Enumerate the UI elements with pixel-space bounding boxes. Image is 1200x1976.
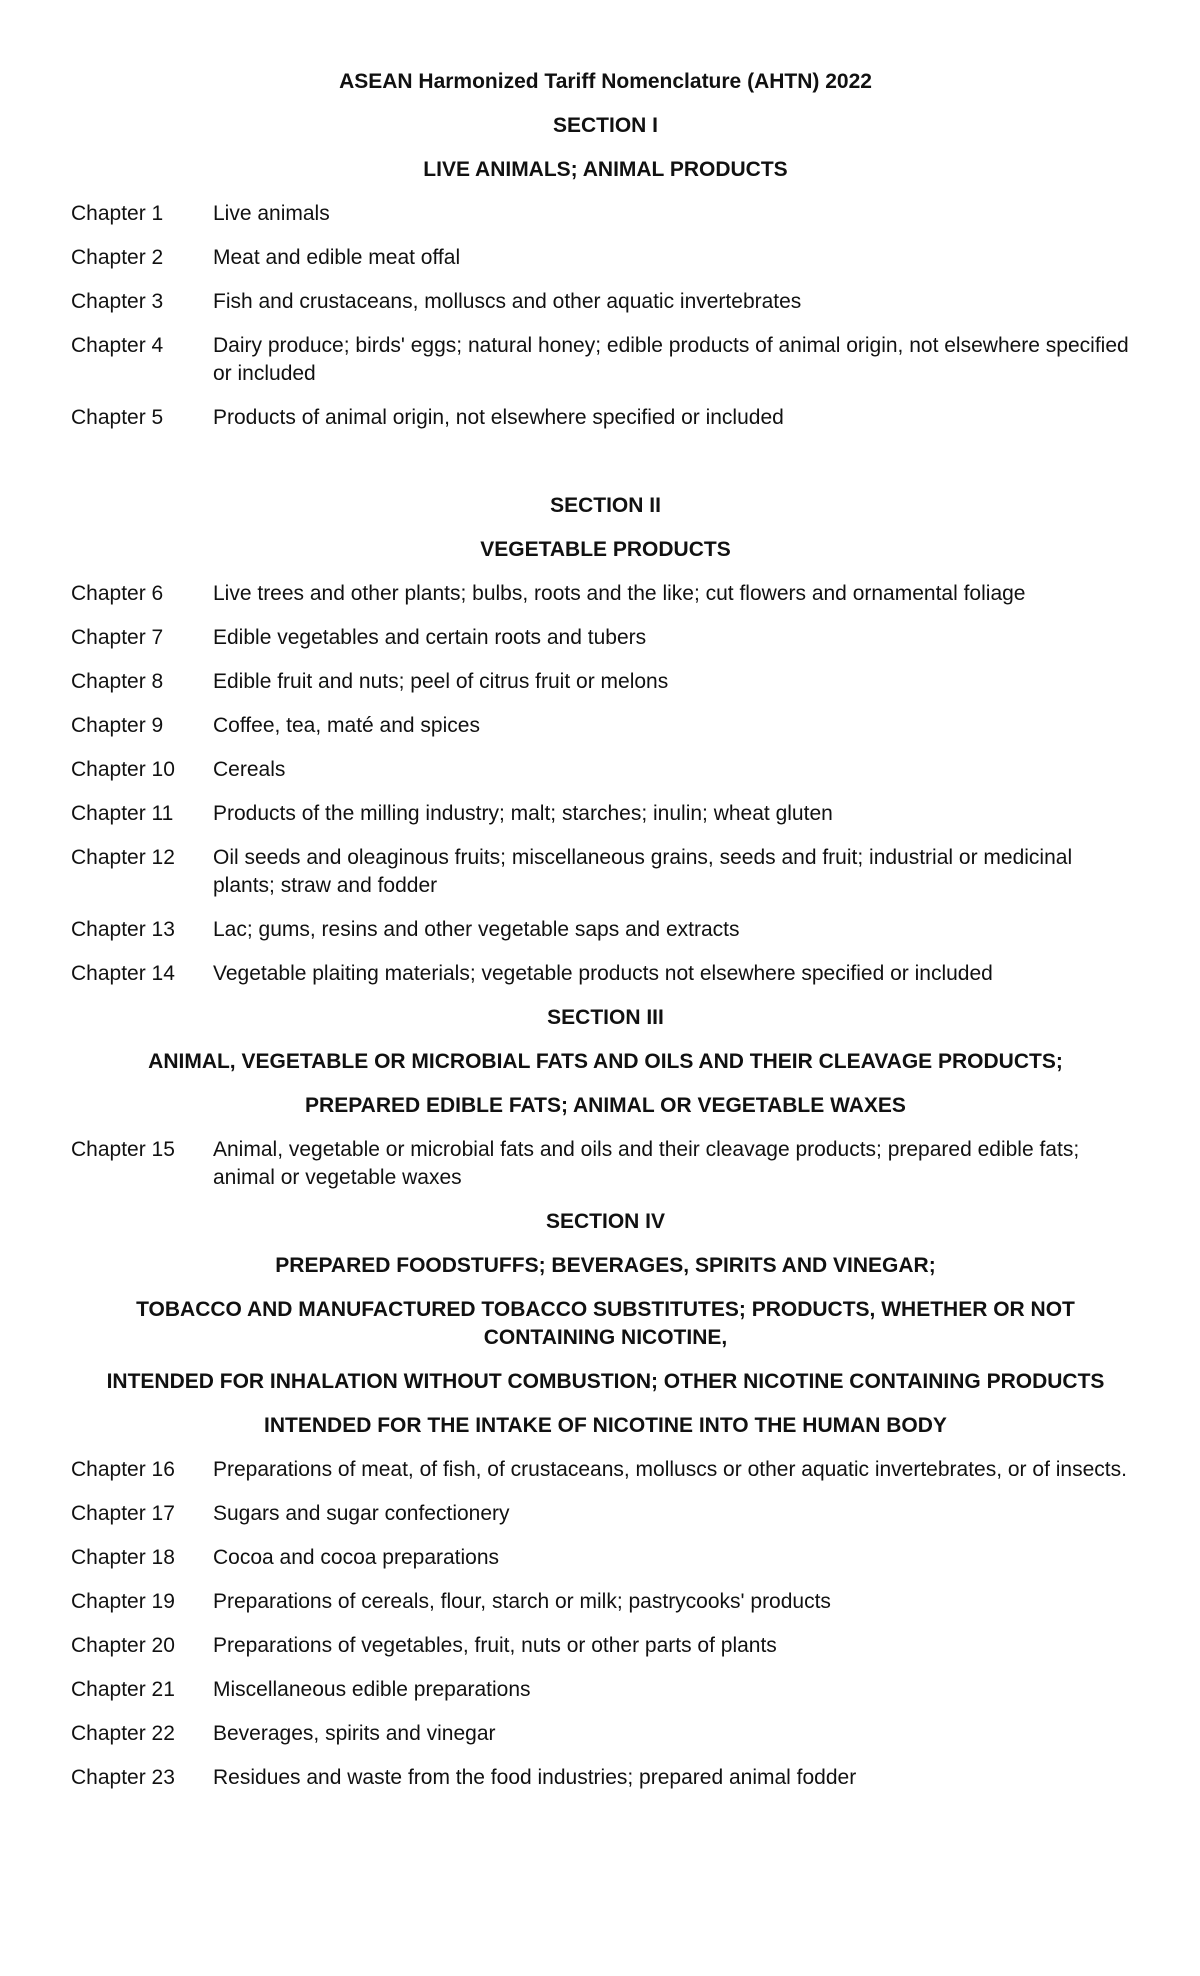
chapter-description: Dairy produce; birds' eggs; natural honey; edible products of animal origin, not elsewhere specified or included	[213, 334, 1129, 385]
chapter-row	[71, 580, 1140, 608]
chapter-row	[71, 756, 1140, 784]
section-heading: PREPARED EDIBLE FATS; ANIMAL OR VEGETABLE WAXES	[305, 1094, 906, 1117]
chapter-number: Chapter 1	[71, 202, 164, 225]
chapter-description: Lac; gums, resins and other vegetable saps and extracts	[213, 918, 740, 941]
section-3	[71, 1004, 1140, 1192]
chapter-number: Chapter 20	[71, 1634, 175, 1657]
chapter-number: Chapter 3	[71, 290, 164, 313]
chapter-number: Chapter 11	[71, 802, 174, 825]
chapter-row	[71, 1676, 1140, 1704]
chapter-description: Preparations of meat, of fish, of crustaceans, molluscs or other aquatic invertebrates, or of insects.	[213, 1458, 1127, 1481]
chapter-row	[71, 1500, 1140, 1528]
chapter-description: Products of the milling industry; malt; starches; inulin; wheat gluten	[213, 802, 833, 825]
chapter-row	[71, 624, 1140, 652]
chapter-row	[71, 1720, 1140, 1748]
chapter-description: Edible vegetables and certain roots and tubers	[213, 626, 647, 649]
chapter-description: Live trees and other plants; bulbs, roots and the like; cut flowers and ornamental foliage	[213, 582, 1026, 605]
chapter-row	[71, 288, 1140, 316]
chapter-number: Chapter 2	[71, 246, 164, 269]
chapter-description: Edible fruit and nuts; peel of citrus fruit or melons	[213, 670, 669, 693]
chapter-description: Cocoa and cocoa preparations	[213, 1546, 500, 1569]
chapter-description: Products of animal origin, not elsewhere specified or included	[213, 406, 784, 429]
section-heading: LIVE ANIMALS; ANIMAL PRODUCTS	[423, 158, 788, 181]
chapter-description: Animal, vegetable or microbial fats and oils and their cleavage products; prepared edible fats; animal or vegetable waxes	[213, 1138, 1080, 1189]
chapter-number: Chapter 14	[71, 962, 175, 985]
chapter-row	[71, 1764, 1140, 1792]
document-title: ASEAN Harmonized Tariff Nomenclature (AHTN) 2022	[339, 70, 872, 93]
chapter-number: Chapter 19	[71, 1590, 175, 1613]
chapter-description: Vegetable plaiting materials; vegetable products not elsewhere specified or included	[213, 962, 993, 985]
chapter-number: Chapter 18	[71, 1546, 175, 1569]
chapter-row	[71, 1456, 1140, 1484]
section-heading: TOBACCO AND MANUFACTURED TOBACCO SUBSTITUTES; PRODUCTS, WHETHER OR NOT CONTAINING NICOTINE,	[136, 1298, 1075, 1349]
section-title: SECTION I	[552, 114, 658, 137]
chapter-number: Chapter 17	[71, 1502, 175, 1525]
chapter-description: Coffee, tea, maté and spices	[213, 714, 480, 737]
chapter-description: Live animals	[213, 202, 330, 225]
chapter-number: Chapter 21	[71, 1678, 175, 1701]
chapter-description: Residues and waste from the food industries; prepared animal fodder	[213, 1766, 857, 1789]
chapter-row	[71, 960, 1140, 988]
section-title: SECTION II	[550, 494, 661, 517]
chapter-number: Chapter 4	[71, 334, 164, 357]
chapter-number: Chapter 15	[71, 1138, 175, 1161]
chapter-row	[71, 1632, 1140, 1660]
section-heading: VEGETABLE PRODUCTS	[480, 538, 731, 561]
chapter-description: Preparations of cereals, flour, starch or milk; pastrycooks' products	[213, 1590, 831, 1613]
chapter-description: Sugars and sugar confectionery	[213, 1502, 510, 1525]
chapter-number: Chapter 23	[71, 1766, 175, 1789]
chapter-list	[71, 1136, 1140, 1192]
chapter-description: Cereals	[213, 758, 286, 781]
chapter-list	[71, 200, 1140, 432]
chapter-row	[71, 916, 1140, 944]
section-heading: INTENDED FOR INHALATION WITHOUT COMBUSTION; OTHER NICOTINE CONTAINING PRODUCTS	[106, 1370, 1105, 1393]
chapter-row	[71, 668, 1140, 696]
section-title: SECTION III	[547, 1006, 664, 1029]
chapter-description: Beverages, spirits and vinegar	[213, 1722, 496, 1745]
section-title: SECTION IV	[545, 1210, 666, 1233]
chapter-description: Preparations of vegetables, fruit, nuts or other parts of plants	[213, 1634, 777, 1657]
chapter-row	[71, 332, 1140, 388]
chapter-number: Chapter 6	[71, 582, 164, 605]
chapter-number: Chapter 7	[71, 626, 164, 649]
chapter-row	[71, 1588, 1140, 1616]
chapter-row	[71, 1544, 1140, 1572]
section-spacer	[71, 448, 1140, 492]
chapter-number: Chapter 8	[71, 670, 164, 693]
chapter-number: Chapter 5	[71, 406, 164, 429]
section-heading: PREPARED FOODSTUFFS; BEVERAGES, SPIRITS AND VINEGAR;	[275, 1254, 936, 1277]
section-1	[71, 112, 1140, 432]
chapter-number: Chapter 10	[71, 758, 175, 781]
chapter-row	[71, 200, 1140, 228]
chapter-number: Chapter 9	[71, 714, 164, 737]
chapter-row	[71, 800, 1140, 828]
chapter-number: Chapter 12	[71, 846, 175, 869]
chapter-number: Chapter 16	[71, 1458, 175, 1481]
chapter-list	[71, 580, 1140, 988]
chapter-row	[71, 844, 1140, 900]
chapter-row	[71, 244, 1140, 272]
chapter-description: Oil seeds and oleaginous fruits; miscellaneous grains, seeds and fruit; industrial or medicinal plants; straw and fodder	[213, 846, 1073, 897]
section-4	[71, 1208, 1140, 1792]
chapter-row	[71, 712, 1140, 740]
chapter-number: Chapter 22	[71, 1722, 175, 1745]
chapter-description: Fish and crustaceans, molluscs and other aquatic invertebrates	[213, 290, 802, 313]
chapter-list	[71, 1456, 1140, 1792]
chapter-description: Meat and edible meat offal	[213, 246, 461, 269]
chapter-row	[71, 1136, 1140, 1192]
chapter-number: Chapter 13	[71, 918, 175, 941]
section-heading: ANIMAL, VEGETABLE OR MICROBIAL FATS AND OILS AND THEIR CLEAVAGE PRODUCTS;	[148, 1050, 1063, 1073]
section-2	[71, 492, 1140, 988]
chapter-row	[71, 404, 1140, 432]
chapter-description: Miscellaneous edible preparations	[213, 1678, 531, 1701]
section-heading: INTENDED FOR THE INTAKE OF NICOTINE INTO THE HUMAN BODY	[264, 1414, 947, 1437]
